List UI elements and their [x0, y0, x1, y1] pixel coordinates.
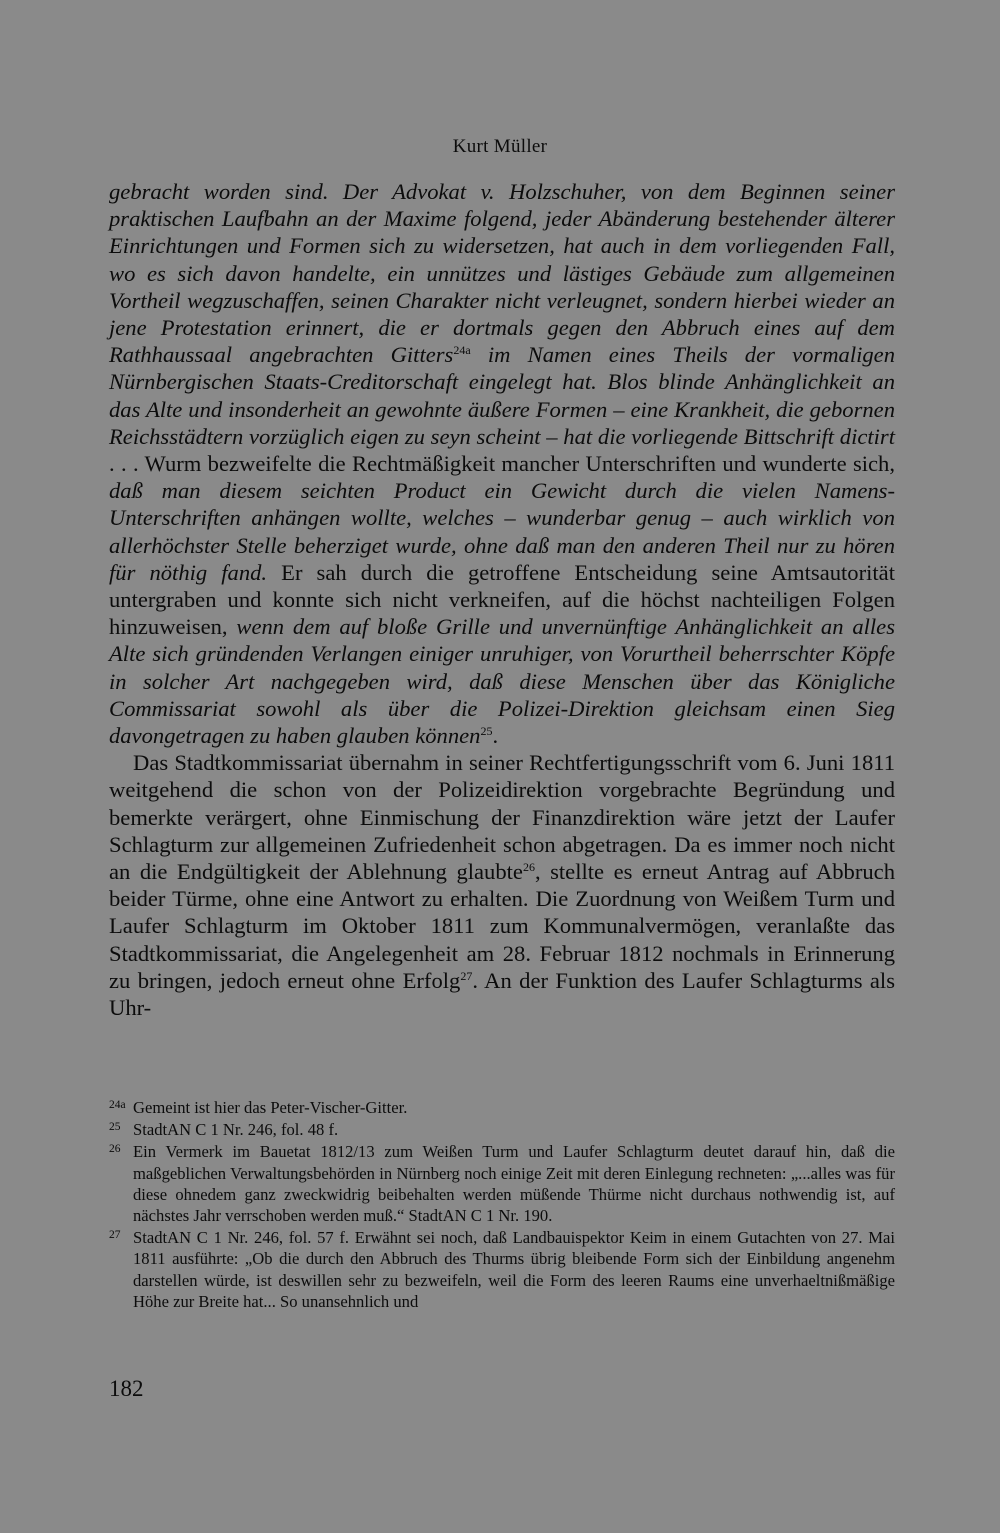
body-text: [109, 178, 895, 1021]
footnote: [109, 1119, 895, 1140]
quoted-text: daß man diesem seichten Product ein Gewicht durch die vielen Namens-Unterschriften anhängen wollte, welches – wunderbar genug – auch wirklich von allerhöchster Stelle beherziget wurde, ohne daß man den anderen Theil nur zu hören für nöthig fand.: [109, 478, 895, 585]
footnote-reference: 26: [522, 860, 535, 875]
quoted-text: wenn dem auf bloße Grille und unvernünftige Anhänglichkeit an alles Alte sich gründenden Verlangen einiger unruhiger, von Vorurtheil beherrschter Köpfe in solcher Art nachgegeben wird, daß diese Menschen über das Königliche Commissariat sowohl als über die Polizei-Direktion gleichsam einen Sieg davongetragen zu haben glauben können: [109, 614, 895, 749]
text-run: . An der Funktion des Laufer Schlagturms als Uhr-: [109, 967, 895, 1021]
text-run: , stellte es erneut Antrag auf Abbruch beider Türme, ohne eine Antwort zu erhalten. Die Zuordnung von Weißem Turm und Laufer Schlagturm im Oktober 1811 zum Kommunalvermögen, veranlaßte das Stadtkommissariat, die Angelegenheit am 28. Februar 1812 nochmals in Erinnerung zu bringen, jedoch erneut ohne Erfolg: [109, 859, 895, 993]
running-head: Kurt Müller: [452, 136, 548, 157]
footnote: [109, 1097, 895, 1118]
text-run: Er sah durch die getroffene Entscheidung seine Amtsautorität untergraben und konnte sich nicht verkneifen, auf die höchst nachteiligen Folgen hinzuweisen,: [109, 559, 895, 640]
text-run: Das Stadtkommissariat übernahm in seiner Rechtfertigungsschrift vom 6. Juni 1811 weitgehend die schon von der Polizeidirektion vorgebrachte Begründung und bemerkte verärgert, ohne Einmischung der Finanzdirektion wäre jetzt der Laufer Schlagturm zur allgemeinen Zufriedenheit schon abgetragen. Da es immer noch nicht an die Endgültigkeit der Ablehnung glaubte: [109, 750, 895, 885]
quoted-text: gebracht worden sind. Der Advokat v. Holzschuher, von dem Beginnen seiner praktischen Laufbahn an der Maxime folgend, jeder Abänderung bestehender älterer Einrichtungen und Formen sich zu widersetzen, hat auch in dem vorliegenden Fall, wo es sich davon handelte, ein unnützes und lästiges Gebäude zum allgemeinen Vortheil wegzuschaffen, seinen Charakter nicht verleugnet, sondern hierbei wieder an jene Protestation erinnert, die er dortmals gegen den Abbruch eines auf dem Rathhaussaal angebrachten Gitters: [109, 179, 895, 368]
page-number: 182: [109, 1376, 144, 1401]
footnote: [109, 1141, 895, 1226]
footnote-number: 27: [109, 1229, 121, 1242]
quoted-text: im Namen eines Theils der vormaligen Nürnbergischen Staats-Creditorschaft eingelegt hat. Blos blinde Anhänglichkeit an das Alte und insonderheit an gewohnte äußere Formen – eine Krankheit, die gebornen Reichsstädtern vorzüglich eigen zu seyn scheint – hat die vorliegende Bittschrift dictirt: [109, 342, 895, 449]
footnote-reference: 24a: [453, 343, 471, 358]
footnote-text: Ein Vermerk im Bauetat 1812/13 zum Weißen Turm und Laufer Schlagturm deutet darauf hin, daß die maßgeblichen Verwaltungsbehörden in Nürnberg noch einige Zeit mit deren Einlegung rechneten: „...alles was für diese ohnedem ganz zweckwidrig beibehalten werden müßende Thürme nicht durchaus nothwendig ist, auf nächstes Jahr verrschoben werden muß.“ StadtAN C 1 Nr. 190.: [133, 1142, 895, 1226]
footnote-reference: 25: [480, 724, 493, 739]
text-run: .: [492, 723, 499, 749]
footnote-reference: 27: [460, 968, 473, 983]
footnote-number: 26: [109, 1143, 121, 1156]
footnote-text: StadtAN C 1 Nr. 246, fol. 48 f.: [133, 1120, 339, 1140]
paragraph-2: [109, 749, 895, 1021]
paragraph-1: [109, 178, 895, 749]
footnote: [109, 1227, 895, 1312]
footnote-number: 25: [109, 1121, 121, 1134]
footnote-text: Gemeint ist hier das Peter-Vischer-Gitter.: [133, 1098, 408, 1117]
footnote-text: StadtAN C 1 Nr. 246, fol. 57 f. Erwähnt sei noch, daß Landbauispektor Keim in einem Gutachten von 27. Mai 1811 ausführte: „Ob die durch den Abbruch des Thurms übrig bleibende Form sich der Einbildung angenehm darstellen würde, ist deswillen sehr zu bezweifeln, weil die Form des leeren Raums eine unverhaeltnißmäßige Höhe zur Breite hat... So unansehnlich und: [133, 1228, 895, 1311]
footnotes: [109, 1097, 895, 1313]
footnote-number: 24a: [109, 1099, 126, 1111]
text-run: . . . Wurm bezweifelte die Rechtmäßigkeit mancher Unterschriften und wunderte sich,: [109, 451, 895, 477]
